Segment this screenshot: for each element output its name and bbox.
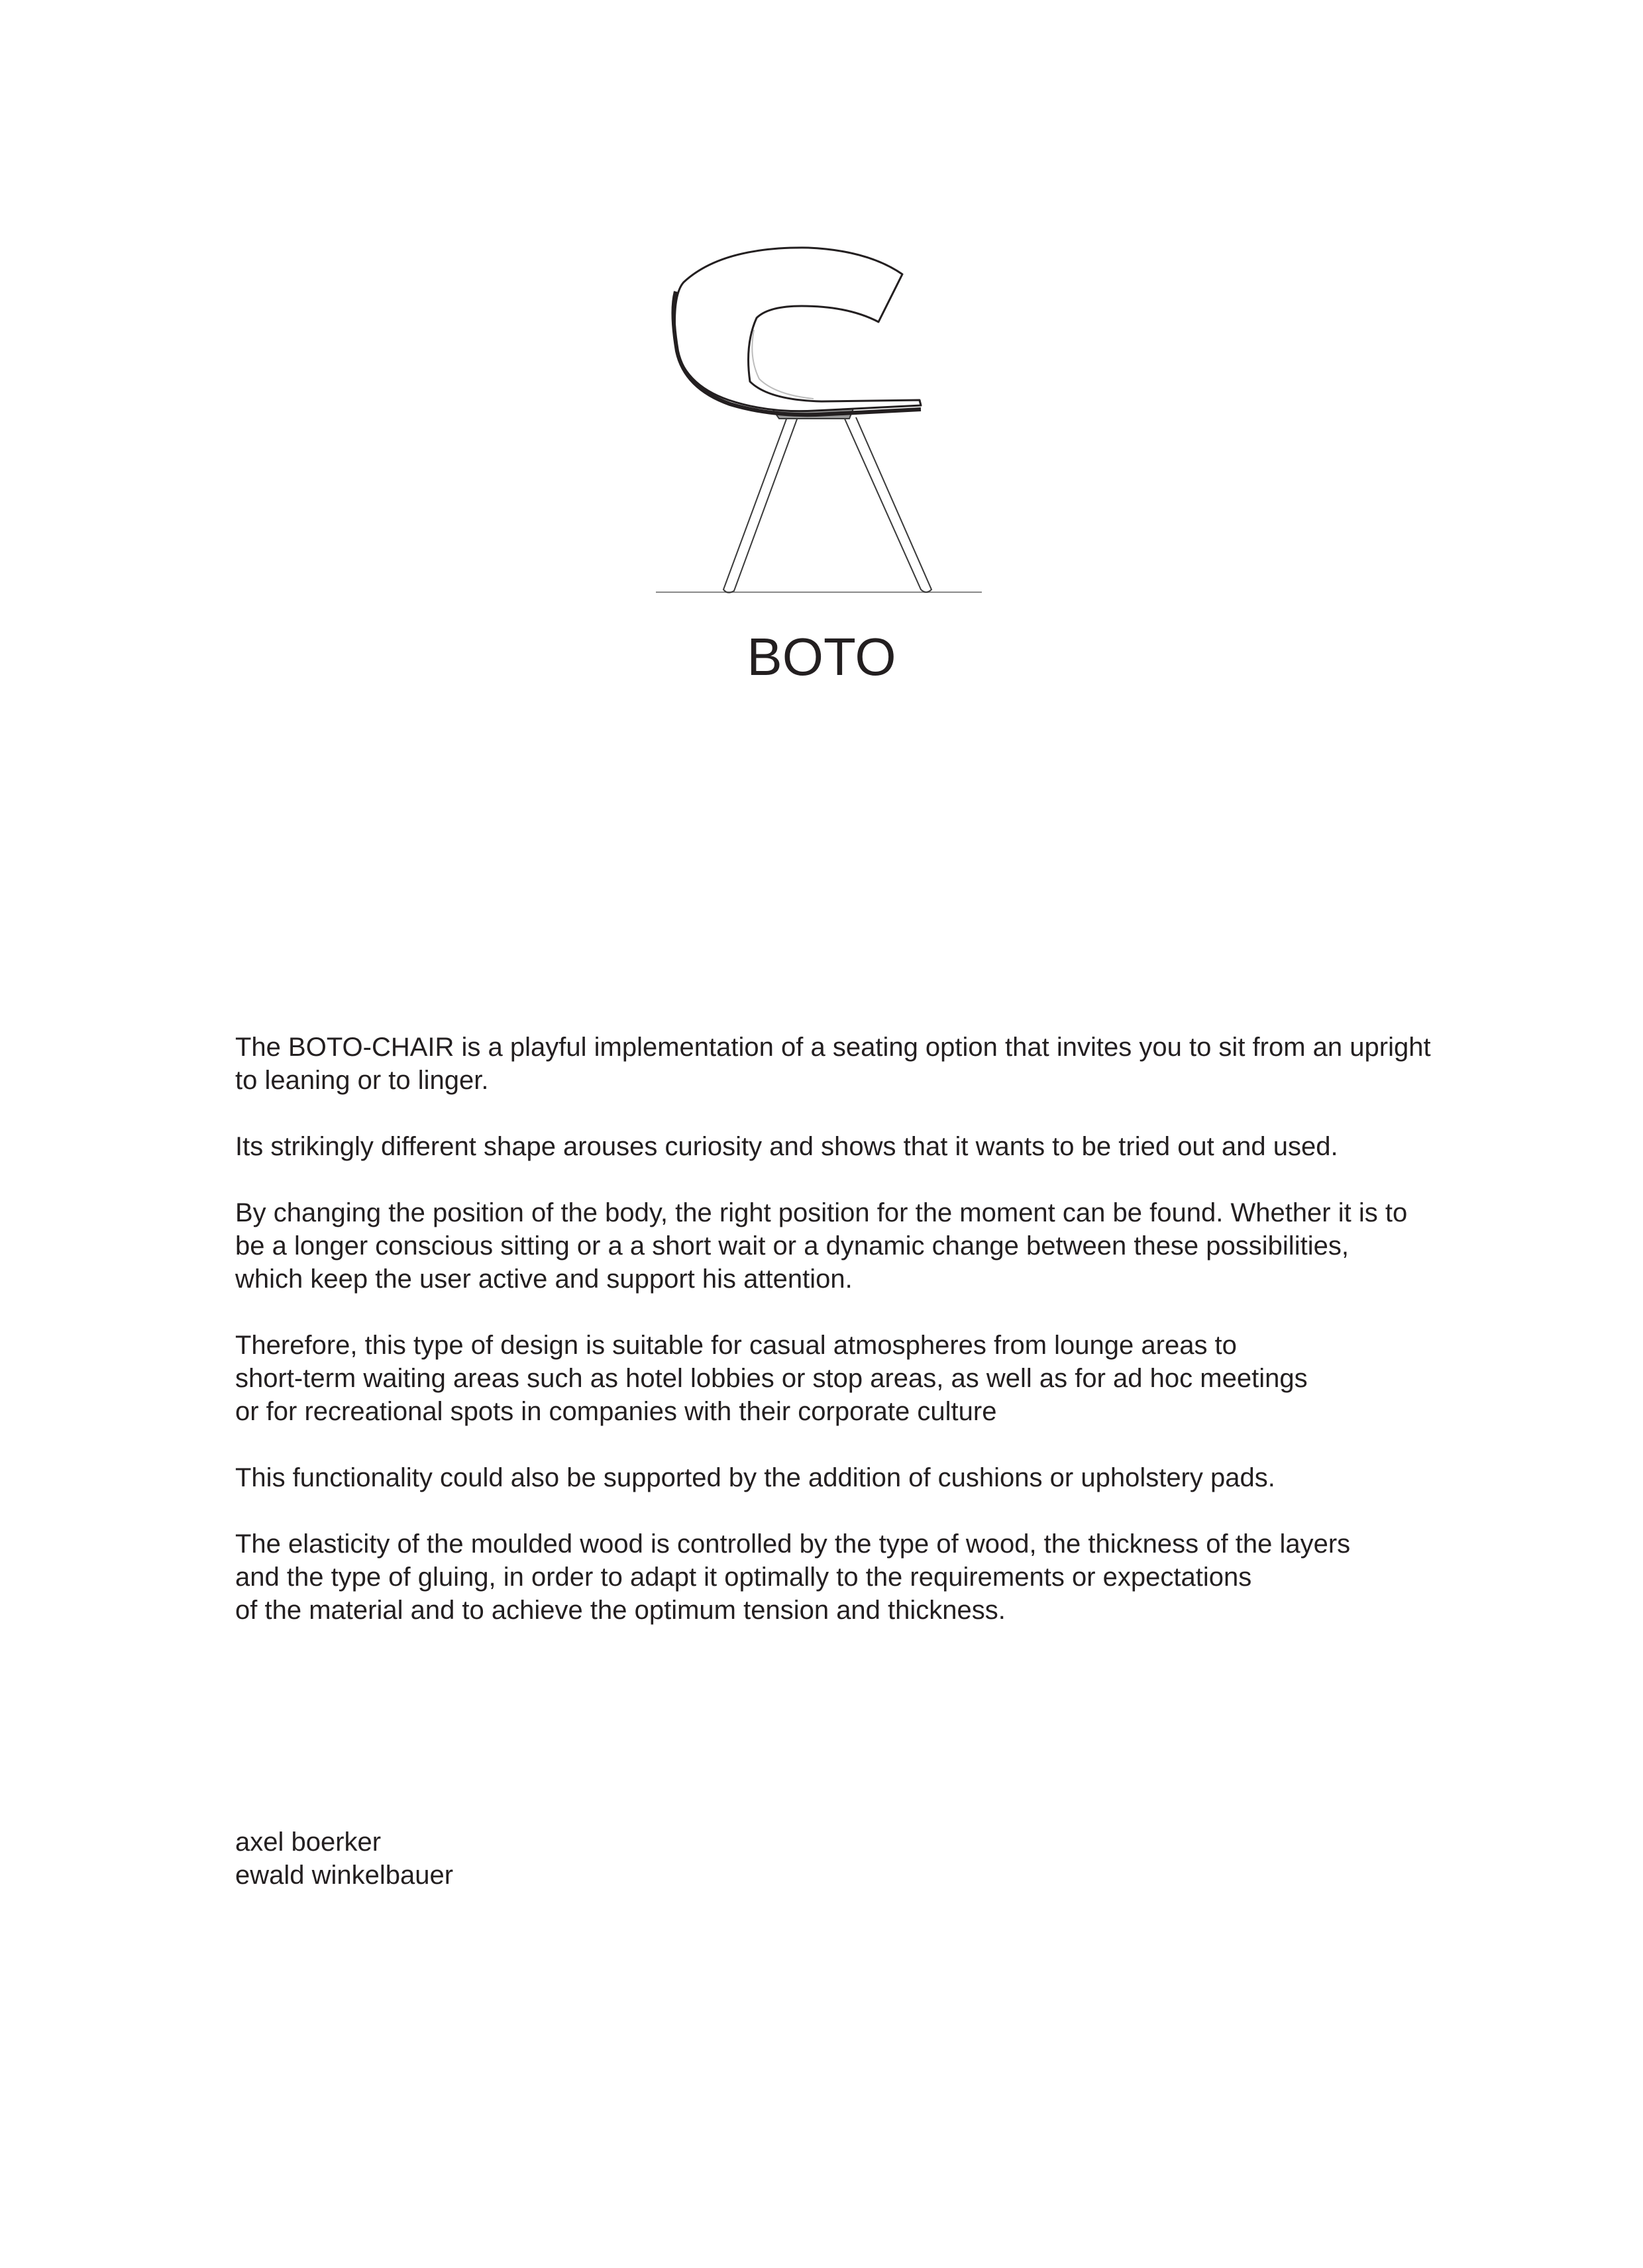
product-title: BOTO xyxy=(747,627,896,686)
description-paragraph: The elasticity of the moulded wood is controlled by the type of wood, the thickness of the layers and the type of gluing, in order to adapt it optimally to the requirements or expectations of the material and to achieve the optimum tension and thickness. xyxy=(235,1529,1351,1625)
chair-drawing-icon xyxy=(653,238,997,603)
description-paragraph: By changing the position of the body, the right position for the moment can be found. Whether it is to be a longer conscious sitting or a a short wait or a dynamic change between these possibilities, which keep the user active and support his attention. xyxy=(235,1198,1408,1294)
description-paragraph: Its strikingly different shape arouses curiosity and shows that it wants to be tried out and used. xyxy=(235,1132,1338,1161)
chair-legs xyxy=(723,417,931,593)
authors xyxy=(235,1826,453,1892)
author-name: axel boerker xyxy=(235,1828,382,1857)
author-name: ewald winkelbauer xyxy=(235,1861,454,1890)
description-paragraph: The BOTO-CHAIR is a playful implementation of a seating option that invites you to sit from an upright to leaning or to linger. xyxy=(235,1033,1431,1095)
description-paragraph: This functionality could also be supported by the addition of cushions or upholstery pads. xyxy=(235,1463,1275,1492)
chair-shell xyxy=(673,248,921,415)
description-paragraph: Therefore, this type of design is suitable for casual atmospheres from lounge areas to short-term waiting areas such as hotel lobbies or stop areas, as well as for ad hoc meetings or for recreational spots in companies with their corporate culture xyxy=(235,1331,1308,1426)
description xyxy=(235,1031,1494,1660)
